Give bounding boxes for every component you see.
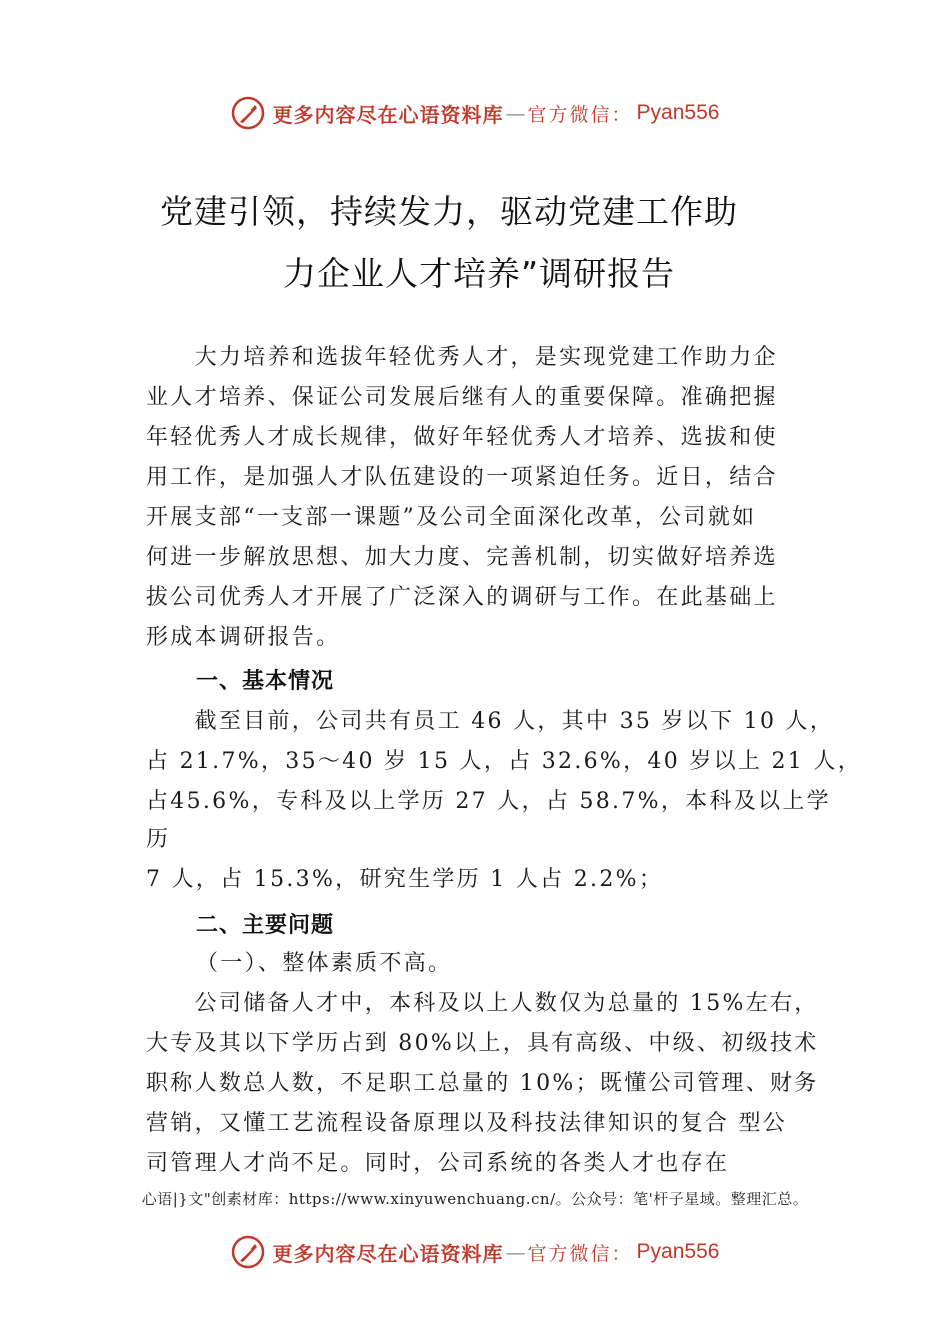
wechat-id: Pyan556 xyxy=(636,1240,720,1263)
intro-line-6: 何进一步解放思想、加大力度、完善机制，切实做好培养选 xyxy=(146,545,778,570)
feather-pen-icon xyxy=(231,96,265,130)
wechat-label: 官方微信： xyxy=(527,103,633,126)
banner-separator: — xyxy=(505,101,526,125)
section-2-heading: 二、主要问题 xyxy=(196,913,335,938)
section-2-subheading: （一）、整体素质不高。 xyxy=(196,951,453,976)
wechat-label: 官方微信： xyxy=(527,1242,633,1265)
top-banner xyxy=(0,96,950,130)
section-2-line-4: 营销，又懂工艺流程设备原理以及科技法律知识的复合 型公 xyxy=(146,1111,788,1136)
section-1-line-3: 占45.6%，专科及以上学历 27 人，占 58.7%，本科及以上学 xyxy=(146,789,831,814)
intro-line-5: 开展支部“一支部一课题”及公司全面深化改革，公司就如 xyxy=(146,505,757,530)
document-title-line-2: 力企业人才培养”调研报告 xyxy=(283,254,676,293)
footer-source-note: 心语|}文"创素材库：https://www.xinyuwenchuang.cn/。公众号：笔'杆子星域。整理汇总。 xyxy=(141,1190,809,1208)
section-2-line-3: 职称人数总人数，不足职工总量的 10%；既懂公司管理、财务 xyxy=(146,1071,819,1096)
intro-line-4: 用工作，是加强人才队伍建设的一项紧迫任务。近日，结合 xyxy=(146,465,778,490)
banner-separator: — xyxy=(505,1240,526,1264)
intro-line-2: 业人才培养、保证公司发展后继有人的重要保障。准确把握 xyxy=(146,385,778,410)
banner-slogan: 更多内容尽在心语资料库 xyxy=(272,102,504,127)
section-1-line-5: 7 人，占 15.3%，研究生学历 1 人占 2.2%； xyxy=(146,867,664,892)
bottom-banner xyxy=(0,1235,950,1269)
banner-slogan: 更多内容尽在心语资料库 xyxy=(272,1241,504,1266)
intro-line-3: 年轻优秀人才成长规律，做好年轻优秀人才培养、选拔和使 xyxy=(146,425,778,450)
feather-pen-icon xyxy=(231,1235,265,1269)
document-title-line-1: 党建引领，持续发力，驱动党建工作助 xyxy=(160,192,738,231)
section-1-line-2: 占 21.7%，35～40 岁 15 人，占 32.6%，40 岁以上 21 人， xyxy=(146,749,862,774)
intro-line-1: 大力培养和选拔年轻优秀人才，是实现党建工作助力企 xyxy=(146,345,778,370)
intro-line-8: 形成本调研报告。 xyxy=(146,625,341,650)
section-1-line-4: 历 xyxy=(146,827,171,852)
section-2-line-5: 司管理人才尚不足。同时，公司系统的各类人才也存在 xyxy=(146,1151,730,1176)
section-2-line-2: 大专及其以下学历占到 80%以上，具有高级、中级、初级技术 xyxy=(146,1031,819,1056)
wechat-id: Pyan556 xyxy=(636,101,720,124)
section-1-line-1: 截至目前，公司共有员工 46 人，其中 35 岁以下 10 人， xyxy=(146,709,835,734)
section-1-heading: 一、基本情况 xyxy=(196,669,335,694)
section-2-line-1: 公司储备人才中，本科及以上人数仅为总量的 15%左右， xyxy=(146,991,819,1016)
intro-line-7: 拔公司优秀人才开展了广泛深入的调研与工作。在此基础上 xyxy=(146,585,778,610)
